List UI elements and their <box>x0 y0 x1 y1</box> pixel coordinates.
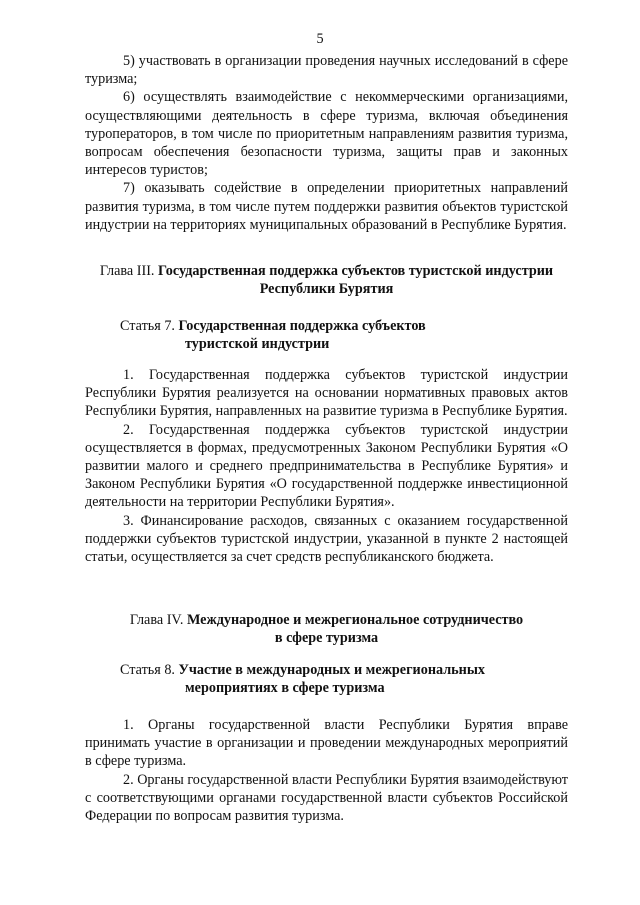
chapter-prefix: Глава IV. <box>129 612 187 628</box>
paragraph: 7) оказывать содействие в определении приоритетных направлений развития туризма, в том числе путем поддержки развития объектов туристской индустрии на территориях муниципальных образований в Республике Бурятия. <box>85 180 568 233</box>
article-title-line2: мероприятиях в сфере туризма <box>185 680 385 697</box>
chapter-title-line1: Государственная поддержка субъектов туристской индустрии <box>158 263 554 279</box>
paragraph: 1. Органы государственной власти Республики Бурятия вправе принимать участие в организации и проведении международных мероприятий в сфере туризма. <box>85 717 568 770</box>
chapter-title-line2: в сфере туризма <box>274 630 379 647</box>
article-title-line2: туристской индустрии <box>185 336 330 353</box>
paragraph: 3. Финансирование расходов, связанных с оказанием государственной поддержки субъектов туристской индустрии, указанной в пункте 2 настоящей статьи, осуществляется за счет средств республиканского бюджета. <box>85 512 568 566</box>
list-block-powers <box>85 52 568 234</box>
paragraph: 6) осуществлять взаимодействие с некоммерческими организациями, осуществляющими деятельность в сфере туризма, включая объединения туроператоров, в том числе по приоритетным направлениям развития туризма, вопросам обеспечения безопасности туризма, защиты прав и законных интересов туристов; <box>85 89 568 179</box>
article-prefix: Статья 8. <box>120 662 179 678</box>
chapter-3-heading <box>85 262 568 298</box>
paragraph: 5) участвовать в организации проведения научных исследований в сфере туризма; <box>85 53 568 88</box>
paragraph: 2. Органы государственной власти Республики Бурятия взаимодействуют с соответствующими органами государственной власти субъектов Российской Федерации по вопросам развития туризма. <box>85 771 568 825</box>
article-prefix: Статья 7. <box>120 318 179 334</box>
chapter-title-line1: Международное и межрегиональное сотрудничество <box>186 612 524 628</box>
chapter-title-line2: Республики Бурятия <box>259 281 394 298</box>
article-8-body <box>85 716 568 825</box>
article-title-line1: Государственная поддержка субъектов <box>178 318 426 334</box>
paragraph: 2. Государственная поддержка субъектов туристской индустрии осуществляется в формах, предусмотренных Законом Республики Бурятия «О развитии малого и среднего предпринимательства в Республике Бурятия» и Законом Республики Бурятия «О государственной поддержке инвестиционной деятельности на территории Республики Бурятия». <box>85 421 568 511</box>
article-7-body <box>85 366 568 566</box>
article-8-heading <box>120 661 560 697</box>
chapter-4-heading <box>85 611 568 647</box>
article-title-line1: Участие в международных и межрегиональных <box>178 662 486 678</box>
page-number: 5 <box>316 31 324 47</box>
article-7-heading <box>120 317 560 353</box>
paragraph: 1. Государственная поддержка субъектов туристской индустрии Республики Бурятия реализуется на основании нормативных правовых актов Республики Бурятия, направленных на развитие туризма в Республике Бурятия. <box>85 367 568 420</box>
chapter-prefix: Глава III. <box>99 263 159 279</box>
